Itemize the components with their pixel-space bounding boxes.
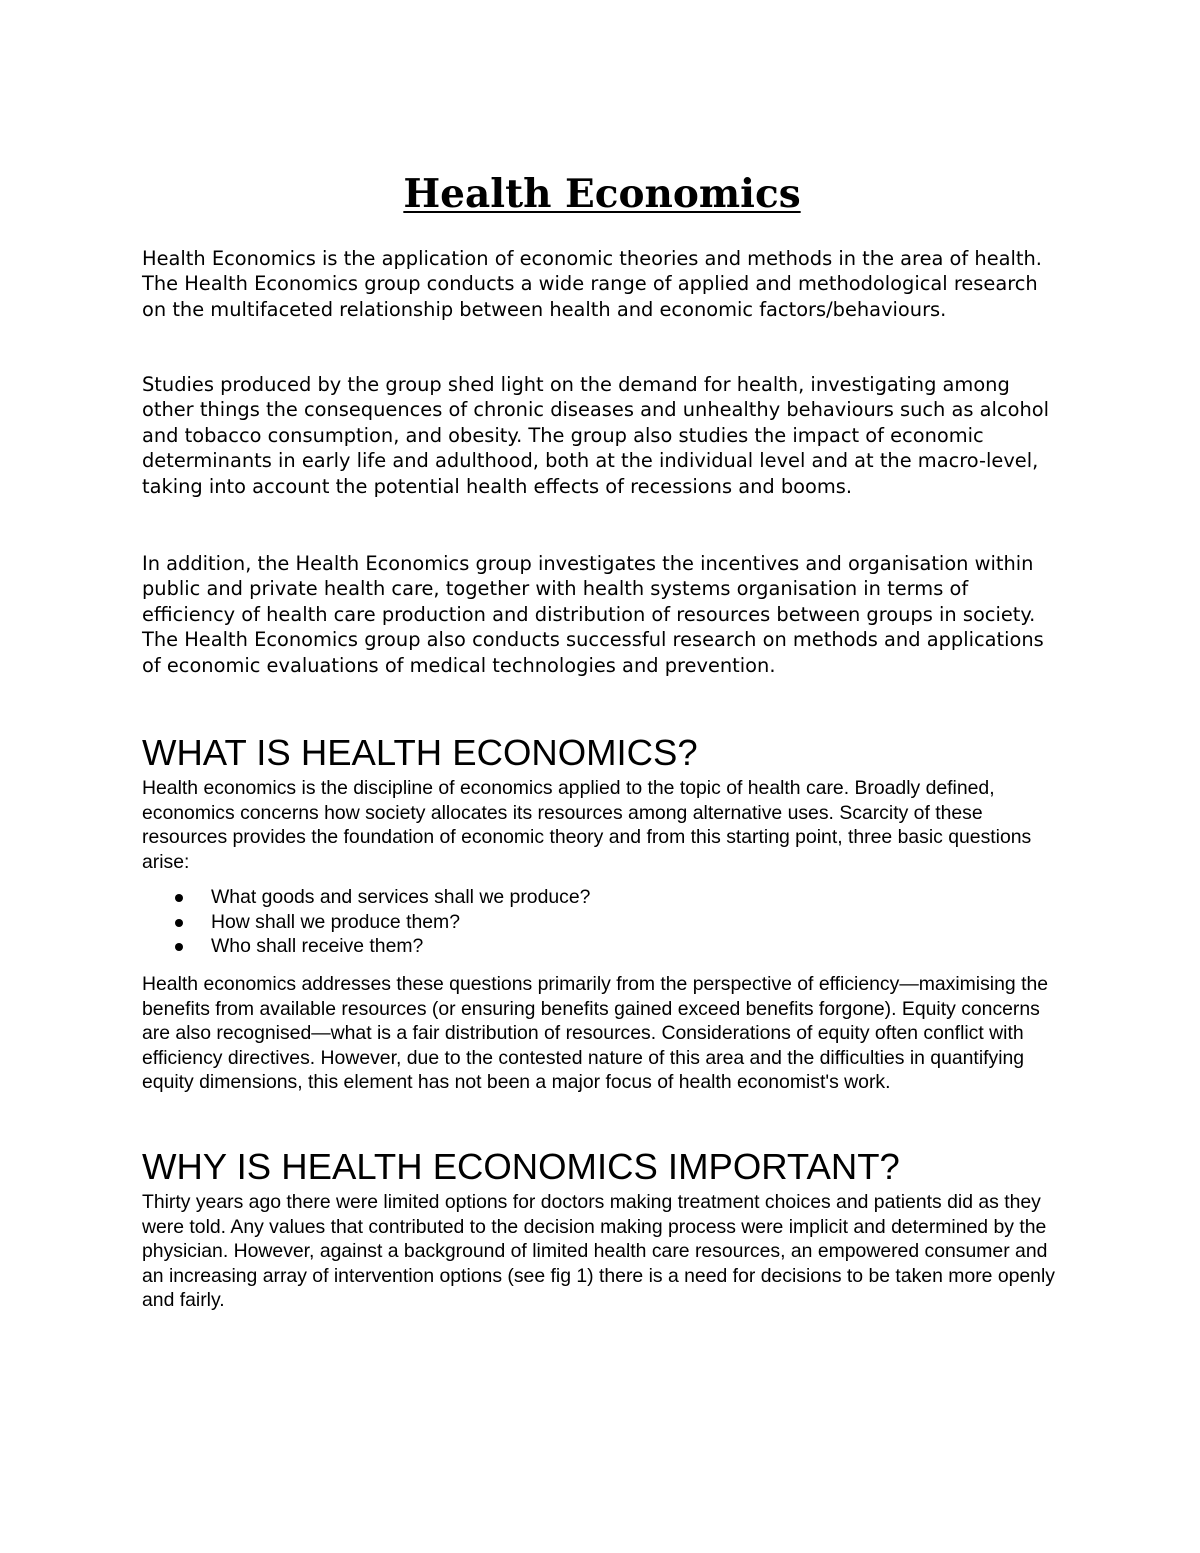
list-item	[142, 885, 1062, 910]
document-title: Health Economics	[403, 171, 801, 217]
questions-list	[142, 885, 1062, 959]
section-heading-why-important: WHY IS HEALTH ECONOMICS IMPORTANT?	[142, 1146, 900, 1187]
intro-paragraph-3: In addition, the Health Economics group investigates the incentives and organisation within public and private health care, together with health systems organisation in terms of efficiency of health care production and distribution of resources between groups in society. The Health Economics group also conducts successful research on methods and applications of economic evaluations of medical technologies and prevention.	[142, 552, 1044, 677]
list-item	[142, 934, 1062, 959]
intro-paragraph-2: Studies produced by the group shed light on the demand for health, investigating among other things the consequences of chronic diseases and unhealthy behaviours such as alcohol and tobacco consumption, and obesity. The group also studies the impact of economic determinants in early life and adulthood, both at the individual level and at the macro-level, taking into account the potential health effects of recessions and booms.	[142, 373, 1049, 498]
list-item-text: Who shall receive them?	[211, 935, 424, 958]
section-what-is-paragraph-after: Health economics addresses these questions primarily from the perspective of efficiency—maximising the benefits from available resources (or ensuring benefits gained exceed benefits forgone). Equity concerns are also recognised—what is a fair distribution of resources. Considerations of equity often conflict with efficiency directives. However, due to the contested nature of this area and the difficulties in quantifying equity dimensions, this element has not been a major focus of health economist's work.	[142, 973, 1049, 1094]
intro-paragraph-1: Health Economics is the application of economic theories and methods in the area of health. The Health Economics group conducts a wide range of applied and methodological research on the multifaceted relationship between health and economic factors/behaviours.	[142, 247, 1042, 321]
section-why-important-paragraph: Thirty years ago there were limited options for doctors making treatment choices and patients did as they were told. Any values that contributed to the decision making process were implicit and determined by the physician. However, against a background of limited health care resources, an empowered consumer and an increasing array of intervention options (see fig 1) there is a need for decisions to be taken more openly and fairly.	[142, 1191, 1055, 1312]
bullet-icon	[175, 943, 183, 951]
bullet-icon	[175, 919, 183, 927]
bullet-icon	[175, 894, 183, 902]
list-item-text: What goods and services shall we produce?	[211, 886, 591, 908]
list-item-text: How shall we produce them?	[211, 910, 460, 933]
section-what-is-paragraph: Health economics is the discipline of economics applied to the topic of health care. Broadly defined, economics concerns how society allocates its resources among alternative uses. Scarcity of these resources provides the foundation of economic theory and from this starting point, three basic questions arise:	[142, 777, 1032, 873]
list-item	[142, 910, 1062, 935]
section-heading-what-is: WHAT IS HEALTH ECONOMICS?	[142, 732, 698, 773]
